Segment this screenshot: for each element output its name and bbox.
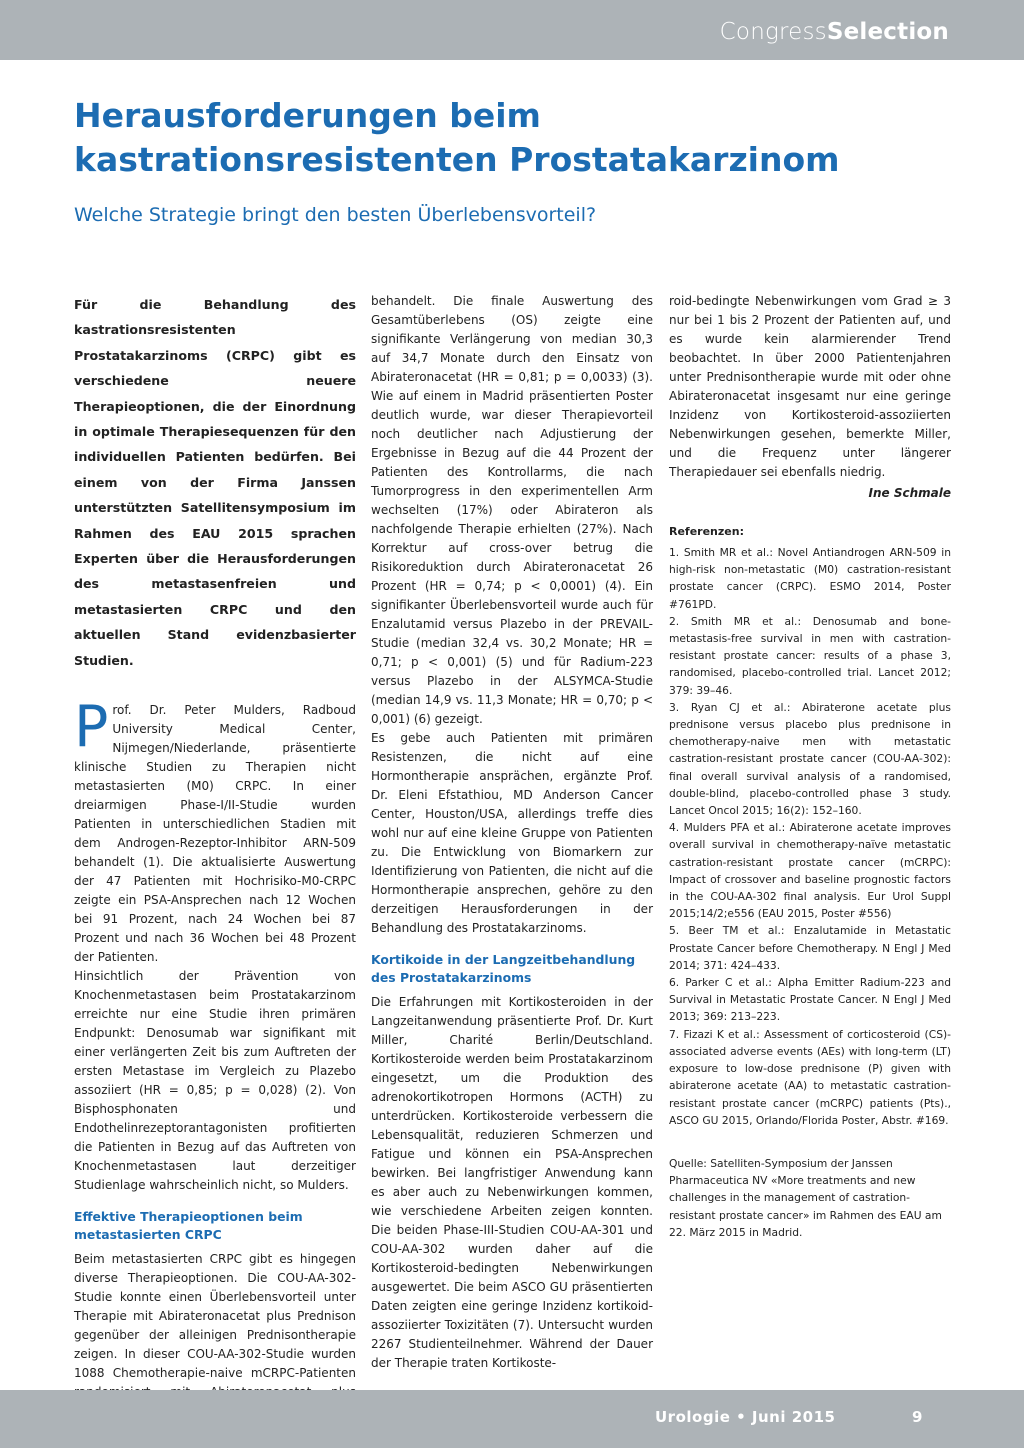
paragraph-corticosteroids: Die Erfahrungen mit Kortikosteroiden in der Langzeitanwendung präsentierte Prof. Dr. Kurt Miller, Charité Berlin/Deutschland. Kortikosteroide werden beim Prostatakarzinom eingesetzt, um die Produktion des adrenokortikotropen Hormons (ACTH) zu unterdrücken. Kortikosteroide verbessern die Lebensqualität, reduzieren Schmerzen und Fatigue und können ein PSA-Ansprechen bewirken. Bei langfristiger Anwendung kann es aber auch zu Nebenwirkungen kommen, wie verschiedene Arbeiten zeigen konnten. Die beiden Phase-III-Studien COU-AA-301 und COU-AA-302 wurden daher auf die Kortikosteroid-bedingten Nebenwirkungen ausgewertet. Die beim ASCO GU präsentierten Daten zeigten eine geringe Inzidenz kortikoid-assoziierter Toxizitäten (7). Untersucht wurden 2267 Studienteilnehmer. Während der Dauer der Therapie traten Kortikoste- [371,995,653,1370]
heading-corticoids: Kortikoide in der Langzeitbehandlung des Prostatakarzinoms [371,952,636,985]
references-list [669,544,951,1129]
paragraph-overall-survival: behandelt. Die finale Auswertung des Gesamtüberlebens (OS) zeigte eine signifikante Verlängerung von median 30,3 auf 34,7 Monate durch den Einsatz von Abirateronacetat (HR = 0,81; p = 0,0033) (3). Wie auf einem in Madrid präsentierten Poster deutlich wurde, war dieser Therapievorteil noch deutlicher nach Adjustierung der Ergebnisse in Bezug auf die 44 Prozent der Patienten des Kontrollarms, die nach Tumorprogress in den experimentellen Arm wechselten (17%) oder Abirateron als nachfolgende Therapie erhielten (27%). Nach Korrektur auf cross-over betrug die Risikoreduktion durch Abirateronacetat 26 Prozent (HR = 0,74; p < 0,0001) (4). Ein signifikanter Überlebensvorteil wurde auch für Enzalutamid versus Plazebo in der PREVAIL-Studie (median 32,4 vs. 30,2 Monate; HR = 0,71; p < 0,001) (5) und für Radium-223 versus Plazebo in der ALSYMCA-Studie (median 14,9 vs. 11,3 Monate; HR = 0,70; p < 0,001) (6) gezeigt. [371,294,653,726]
reference-item: 1. Smith MR et al.: Novel Antiandrogen ARN-509 in high-risk non-metastatic (M0) castration-resistant prostate cancer (CRPC). ESMO 2014, Poster #761PD. [669,546,951,611]
paragraph-resistance: Es gebe auch Patienten mit primären Resistenzen, die nicht auf eine Hormontherapie ansprächen, ergänzte Prof. Dr. Eleni Efstathiou, MD Anderson Cancer Center, Houston/USA, allerdings treffe dies wohl nur auf eine kleine Gruppe von Patienten zu. Die Entwicklung von Biomarkern zur Identifizierung von Patienten, die nicht auf die Hormontherapie ansprechen, gehöre zu den derzeitigen Herausforderungen in der Behandlung des Prostatakarzinoms. [371,731,653,935]
author-name: Ine Schmale [868,486,951,500]
paragraph-mulders-text: rof. Dr. Peter Mulders, Radboud University Medical Center, Nijmegen/Niederlande, präsentierte klinische Studien zu Therapien nicht metastasierten (M0) CRPC. In einer dreiarmigen Phase-I/II-Studie wurden Patienten in unterschiedlichen Stadien mit dem Androgen-Rezeptor-Inhibitor ARN-509 behandelt (1). Die aktualisierte Auswertung der 47 Patienten mit Hochrisiko-M0-CRPC zeigte ein PSA-Ansprechen nach 12 Wochen bei 91 Prozent, nach 24 Wochen bei 87 Prozent und nach 36 Wochen bei 48 Prozent der Patienten. [74,703,356,965]
paragraph-cou-aa-302: Beim metastasierten CRPC gibt es hingegen diverse Therapieoptionen. Die COU-AA-302-Studie konnte einen Überlebensvorteil unter Therapie mit Abirateronacetat plus Prednison gegenüber der alleinigen Prednisontherapie zeigen. In dieser COU-AA-302-Studie wurden 1088 Chemotherapie-naive mCRPC-Patienten [74,1252,356,1381]
drop-cap: P [74,694,109,761]
reference-item: 5. Beer TM et al.: Enzalutamide in Metastatic Prostate Cancer before Chemotherapy. N Engl J Med 2014; 371: 424–433. [669,924,951,972]
paragraph-side-effects: roid-bedingte Nebenwirkungen vom Grad ≥ 3 nur bei 1 bis 2 Prozent der Patienten auf, und es wurde kein alarmierender Trend beobachtet. In über 2000 Patientenjahren unter Prednisontherapie wurde mit oder ohne Abirateronacetat insgesamt nur eine geringe Inzidenz von Kortikosteroid-assoziierten Nebenwirkungen gesehen, bemerkte Miller, und die Frequenz unter längerer Therapiedauer sei ebenfalls niedrig. [669,294,951,479]
brand-light: Congress [719,19,827,45]
column-1 [74,292,356,1421]
reference-item: 6. Parker C et al.: Alpha Emitter Radium-223 and Survival in Metastatic Prostate Cancer. N Engl J Med 2013; 369: 213–223. [669,976,951,1024]
header-bar [0,0,1024,60]
reference-item: 4. Mulders PFA et al.: Abiraterone acetate improves overall survival in chemotherapy-naïve metastatic castration-resistant prostate cancer (mCRPC): Impact of crossover and baseline prognostic factors in the COU-AA-302 final analysis. Eur Urol Suppl 2015;14/2;e556 (EAU 2015, Poster #556) [669,821,951,921]
journal-issue: Urologie • Juni 2015 [655,1408,836,1426]
column-2 [371,292,653,1373]
reference-item: 2. Smith MR et al.: Denosumab and bone-metastasis-free survival in men with castration-resistant prostate cancer: results of a phase 3, randomised, placebo-controlled trial. Lancet 2012; 379: 39–46. [669,614,951,697]
heading-effective-therapies: Effektive Therapieoptionen beim metastasierten CRPC [74,1209,303,1243]
source-note: Quelle: Satelliten-Symposium der Janssen Pharmaceutica NV «More treatments and new challenges in the management of castration-resistant prostate cancer» im Rahmen des EAU am 22. März 2015 in Madrid. [669,1156,942,1239]
reference-item: 7. Fizazi K et al.: Assessment of corticosteroid (CS)-associated adverse events (AEs) with long-term (LT) exposure to low-dose prednisone (P) given with abiraterone acetate (AA) to metastatic castration-resistant prostate cancer (mCRPC) patients (Pts)., ASCO GU 2015, Orlando/Florida Poster, Abstr. #169. [669,1027,951,1127]
column-3 [669,292,951,1241]
article-title: Herausforderungen beim kastrationsresistenten Prostatakarzinom [74,96,840,179]
footer-bar [0,1390,1024,1448]
intro-paragraph: Für die Behandlung des kastrationsresistenten Prostatakarzinoms (CRPC) gibt es verschiedene neuere Therapieoptionen, die der Einordnung in optimale Therapiesequenzen für den individuellen Patienten bedürfen. Bei einem von der Firma Janssen unterstützten Satellitensymposium im Rahmen des EAU 2015 sprachen Experten über die Herausforderungen des metastasenfreien und metastasierten CRPC und den aktuellen Stand evidenzbasierter Studien. [74,297,356,668]
page-number: 9 [912,1408,923,1426]
article-subtitle: Welche Strategie bringt den besten Überlebensvorteil? [74,204,597,226]
reference-item: 3. Ryan CJ et al.: Abiraterone acetate plus prednisone versus placebo plus prednisone in chemotherapy-naive men with metastatic castration-resistant prostate cancer (COU-AA-302): final overall survival analysis of a randomised, double-blind, placebo-controlled phase 3 study. Lancet Oncol 2015; 16(2): 152–160. [669,700,951,818]
brand-logo [720,18,949,46]
references-heading: Referenzen: [669,525,744,538]
paragraph-mulders [74,694,356,967]
brand-bold: Selection [826,19,949,45]
paragraph-denosumab: Hinsichtlich der Prävention von Knochenmetastasen beim Prostatakarzinom erreichte nur eine Studie ihren primären Endpunkt: Denosumab war signifikant mit einer verlängerten Zeit bis zum Auftreten der ersten Metastase im Vergleich zu Plazebo assoziiert (HR = 0,85; p = 0,028) (2). Von Bisphosphonaten und Endothelinrezeptorantagonisten profitierten die Patienten in Bezug auf das Auftreten von Knochenmetastasen laut derzeitiger Studienlage wahrscheinlich nicht, so Mulders. [74,969,356,1193]
